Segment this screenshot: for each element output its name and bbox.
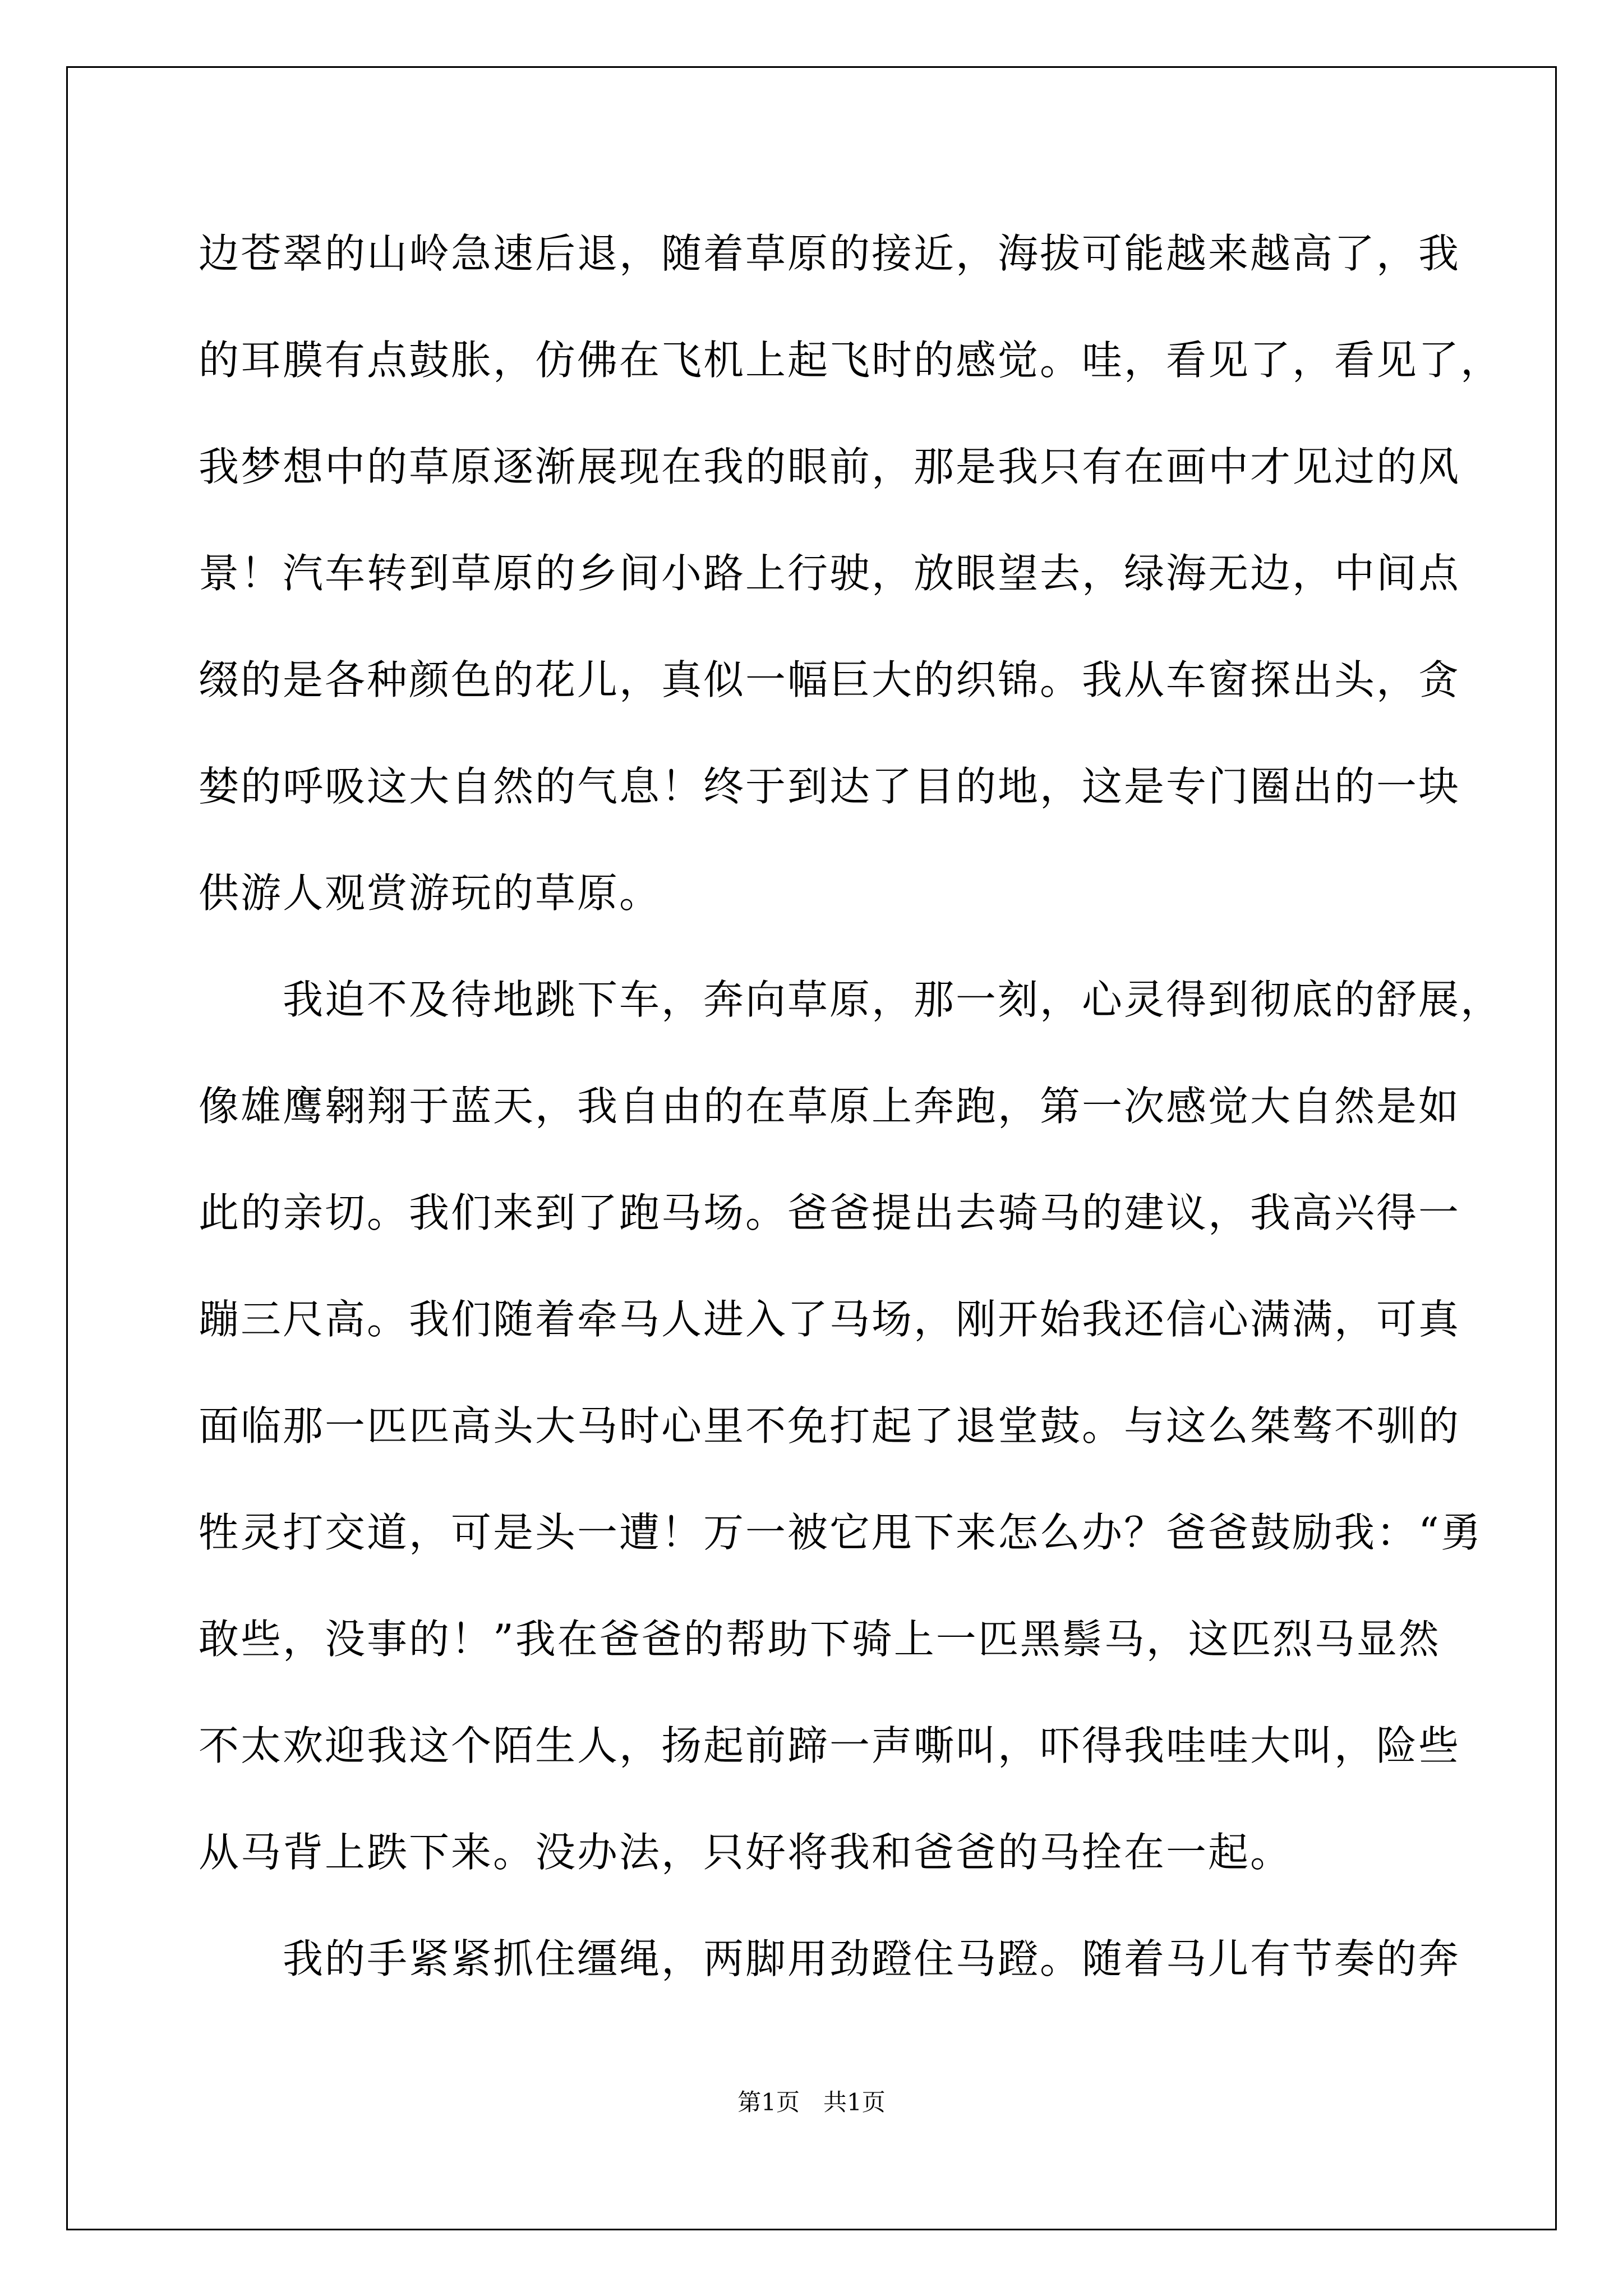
document-body — [199, 223, 1503, 2035]
text-line: 我迫不及待地跳下车，奔向草原，那一刻，心灵得到彻底的舒展， — [283, 976, 1503, 1023]
text-line: 面临那一匹匹高头大马时心里不免打起了退堂鼓。与这么桀骜不驯的 — [199, 1402, 1461, 1450]
page-number-footer: 第1页 共1页 — [737, 2088, 886, 2116]
text-line: 不太欢迎我这个陌生人，扬起前蹄一声嘶叫，吓得我哇哇大叫，险些 — [199, 1722, 1461, 1769]
text-line: 缀的是各种颜色的花儿，真似一幅巨大的织锦。我从车窗探出头，贪 — [199, 656, 1461, 703]
text-line: 供游人观赏游玩的草原。 — [199, 869, 662, 917]
text-line: 的耳膜有点鼓胀，仿佛在飞机上起飞时的感觉。哇，看见了，看见了， — [199, 337, 1503, 384]
text-line: 从马背上跌下来。没办法，只好将我和爸爸的马拴在一起。 — [199, 1829, 1293, 1876]
text-line: 边苍翠的山岭急速后退，随着草原的接近，海拔可能越来越高了，我 — [199, 230, 1461, 277]
text-line: 景！汽车转到草原的乡间小路上行驶，放眼望去，绿海无边，中间点 — [199, 550, 1461, 597]
text-line: 蹦三尺高。我们随着牵马人进入了马场，刚开始我还信心满满，可真 — [199, 1296, 1461, 1343]
text-line: 此的亲切。我们来到了跑马场。爸爸提出去骑马的建议，我高兴得一 — [199, 1189, 1461, 1236]
text-line: 我梦想中的草原逐渐展现在我的眼前，那是我只有在画中才见过的风 — [199, 443, 1461, 490]
text-line: 我的手紧紧抓住缰绳，两脚用劲蹬住马蹬。随着马儿有节奏的奔 — [283, 1935, 1461, 1982]
text-line: 牲灵打交道，可是头一遭！万一被它甩下来怎么办？爸爸鼓励我：“勇 — [199, 1509, 1483, 1556]
text-line: 婪的呼吸这大自然的气息！终于到达了目的地，这是专门圈出的一块 — [199, 763, 1461, 810]
text-line: 敢些，没事的！”我在爸爸的帮助下骑上一匹黑鬃马，这匹烈马显然 — [199, 1616, 1441, 1663]
text-line: 像雄鹰翱翔于蓝天，我自由的在草原上奔跑，第一次感觉大自然是如 — [199, 1083, 1461, 1130]
